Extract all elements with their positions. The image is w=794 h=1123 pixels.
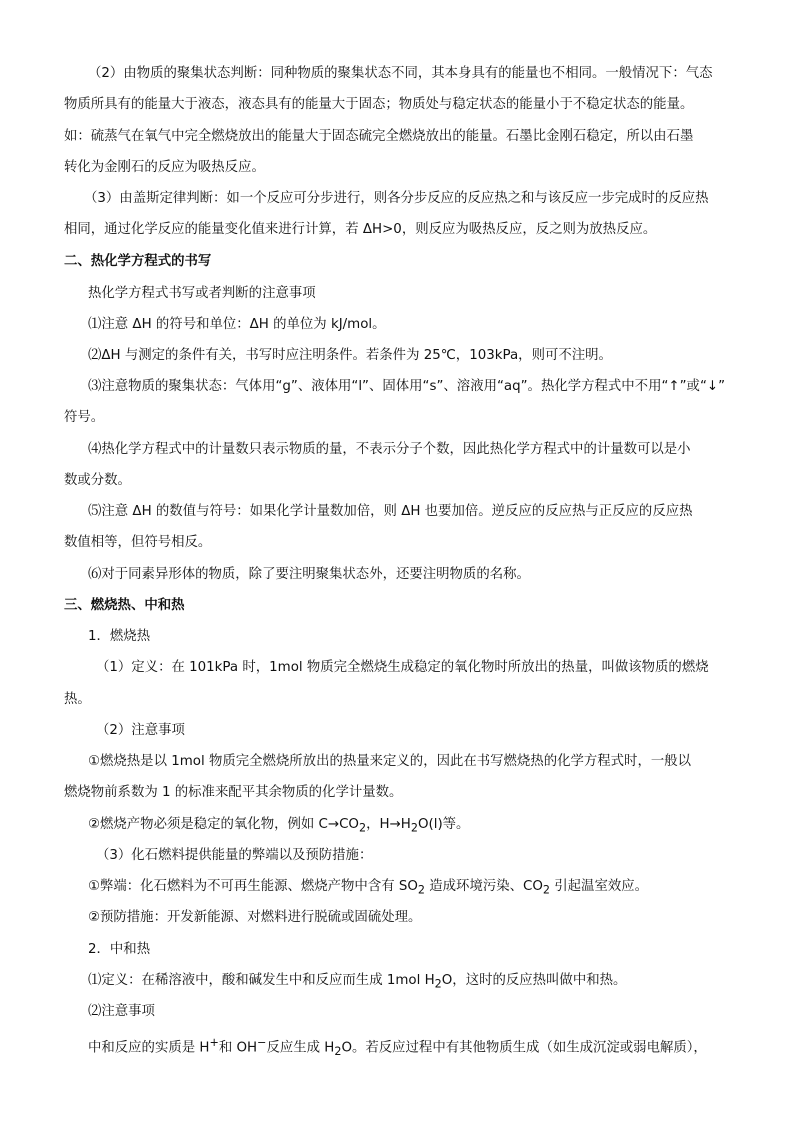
list-item: ②预防措施：开发新能源、对燃料进行脱硫或固硫处理。 (88, 910, 422, 925)
subsection-heading: 2．中和热 (88, 942, 151, 957)
list-item: ⑴注意 ΔH 的符号和单位：ΔH 的单位为 kJ/mol。 (88, 317, 386, 332)
list-item: ⑷热化学方程式中的计量数只表示物质的量，不表示分子个数，因此热化学方程式中的计量数可以是小 (88, 442, 691, 457)
list-item: ②燃烧产物必须是稳定的氧化物，例如 $C\to CO_2$，$H\to H_2O(l)$等。 (88, 817, 470, 835)
section-heading: 三、燃烧热、中和热 (64, 598, 185, 613)
list-item: ⑹对于同素异形体的物质，除了要注明聚集状态外，还要注明物质的名称。 (88, 567, 530, 582)
paragraph-line: 中和反应的实质是 H+和 OH−反应生成 $H_2O$。若反应过程中有其他物质生成（如生成沉淀或弱电解质）， (88, 1036, 707, 1059)
paragraph-line: 数值相等，但符号相反。 (64, 535, 212, 550)
list-item: ①弊端：化石燃料为不可再生能源、燃烧产物中含有 $SO_2$ 造成环境污染、$CO_2$ 引起温室效应。 (88, 879, 649, 897)
section-heading: 二、热化学方程式的书写 (64, 254, 212, 269)
subsection-heading: 1．燃烧热 (88, 629, 151, 644)
paragraph-line: （2）注意事项 (96, 723, 185, 738)
paragraph-line: 热。 (64, 692, 91, 707)
paragraph-line: 数或分数。 (64, 473, 131, 488)
paragraph-line: 符号。 (64, 410, 105, 425)
list-item: ⑸注意 ΔH 的数值与符号：如果化学计量数加倍，则 ΔH 也要加倍。逆反应的反应热与正反应的反应热 (88, 504, 693, 519)
list-item: ①燃烧热是以 1mol 物质完全燃烧所放出的热量来定义的，因此在书写燃烧热的化学方程式时，一般以 (88, 754, 692, 769)
list-item: ⑵注意事项 (88, 1004, 155, 1019)
list-item: ⑶注意物质的聚集状态：气体用“g”、液体用“l”、固体用“s”、溶液用“aq”。热化学方程式中不用“↑”或“↓” (88, 379, 726, 394)
paragraph-line: （2）由物质的聚集状态判断：同种物质的聚集状态不同，其本身具有的能量也不相同。一般情况下：气态 (88, 66, 713, 81)
paragraph-line: （3）由盖斯定律判断：如一个反应可分步进行，则各分步反应的反应热之和与该反应一步完成时的反应热 (84, 191, 709, 206)
paragraph-line: （3）化石燃料提供能量的弊端以及预防措施： (96, 848, 373, 863)
paragraph-line: （1）定义：在 101kPa 时，1mol 物质完全燃烧生成稳定的氧化物时所放出的热量，叫做该物质的燃烧 (96, 660, 709, 675)
paragraph-line: 燃烧物前系数为 1 的标准来配平其余物质的化学计量数。 (64, 785, 403, 800)
paragraph-line: 如：硫蒸气在氧气中完全燃烧放出的能量大于固态硫完全燃烧放出的能量。石墨比金刚石稳定，所以由石墨 (64, 129, 694, 144)
list-item: ⑵ΔH 与测定的条件有关，书写时应注明条件。若条件为 25℃，103kPa，则可不注明。 (88, 348, 612, 363)
paragraph-line: 热化学方程式书写或者判断的注意事项 (88, 286, 316, 301)
paragraph-line: 转化为金刚石的反应为吸热反应。 (64, 160, 265, 175)
paragraph-line: 相同，通过化学反应的能量变化值来进行计算，若 ΔH>0，则反应为吸热反应，反之则为放热反应。 (64, 222, 657, 237)
list-item: ⑴定义：在稀溶液中，酸和碱发生中和反应而生成 1mol $H_2O$，这时的反应热叫做中和热。 (88, 973, 627, 991)
paragraph-line: 物质所具有的能量大于液态，液态具有的能量大于固态；物质处与稳定状态的能量小于不稳定状态的能量。 (64, 97, 694, 112)
